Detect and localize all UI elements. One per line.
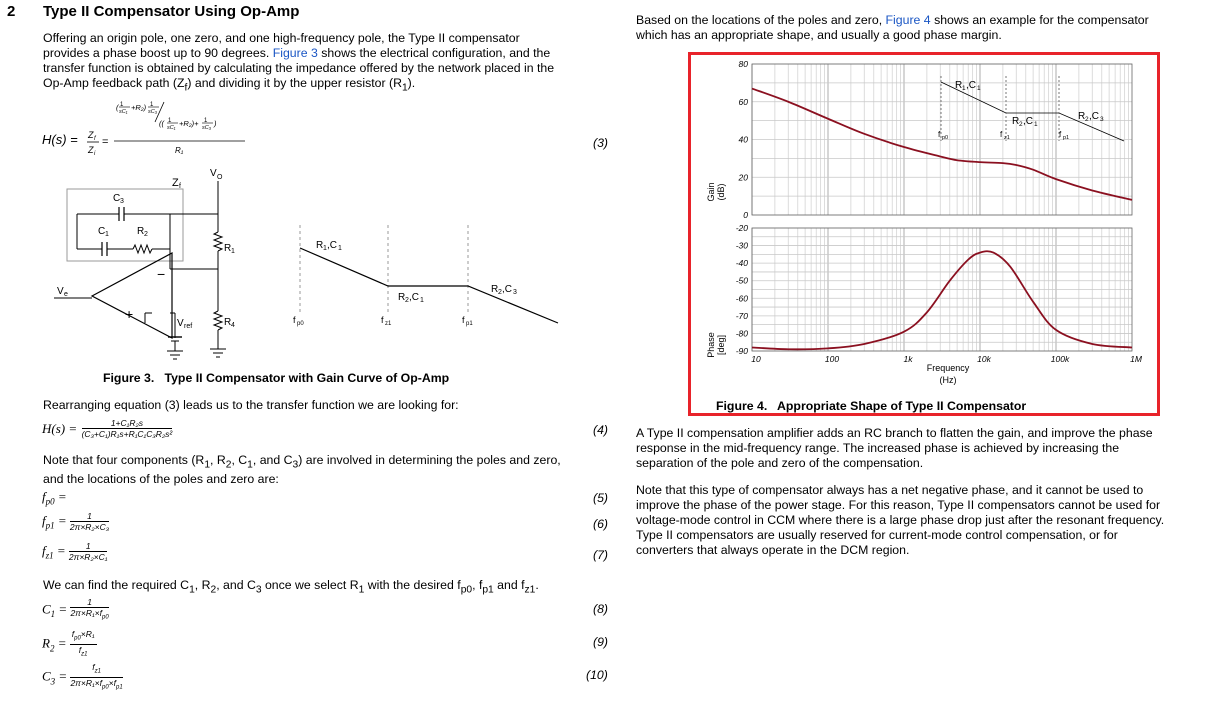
- svg-text:2: 2: [1085, 116, 1089, 123]
- x-tick-label: 100: [824, 354, 840, 364]
- equation-number-8: (8): [593, 602, 609, 616]
- intro-line-1: Offering an origin pole, one zero, and one high-frequency pole, the Type II compensator: [43, 31, 520, 45]
- figure4-link[interactable]: Figure 4: [885, 13, 931, 27]
- rearranging-text: Rearranging equation (3) leads us to the transfer function we are looking for:: [43, 398, 459, 412]
- svg-text:1: 1: [168, 118, 172, 124]
- x-axis-unit: (Hz): [939, 375, 957, 385]
- right-paragraph-3: Note that this type of compensator always has a net negative phase, and it cannot be used to improve the phase of the power stage. For this reason, Type II compensators cannot be used for voltage-mode control in CCM where there is a large phase drop just after the resonant frequency. Type II compensators are usually reserved for current-mode control compensation, or for converters that always operate in the DCM region.: [636, 483, 1165, 557]
- chart-fp1: f: [1059, 130, 1062, 139]
- phase-axis-unit: [deg]: [716, 334, 726, 356]
- svg-text:1: 1: [120, 102, 124, 108]
- svg-text:2: 2: [1019, 121, 1023, 128]
- r2-label: R: [137, 226, 145, 237]
- svg-text:1: 1: [231, 248, 235, 255]
- intro-line-4: Op-Amp feedback path $(Z_f)$ and dividing it by the upper resistor $(R_1)$.: [43, 76, 416, 94]
- svg-text:1: 1: [105, 231, 109, 238]
- svg-text:1: 1: [204, 118, 208, 124]
- phase-curve: [752, 251, 1132, 349]
- phase-tick-label: -30: [735, 240, 748, 251]
- phase-axis-label: Phase: [706, 332, 716, 358]
- svg-text:z1: z1: [1004, 135, 1010, 141]
- gain-axis-unit: (dB): [716, 183, 726, 201]
- x-tick-label: 1k: [903, 354, 913, 364]
- sketch-fz1: f: [381, 315, 384, 325]
- figure4-caption: Figure 4. Appropriate Shape of Type II Compensator: [716, 399, 1027, 413]
- zf-network-box: [67, 189, 183, 261]
- phase-tick-label: -60: [735, 293, 748, 304]
- sketch-fp1: f: [462, 315, 465, 325]
- svg-text:sC₁: sC₁: [167, 125, 176, 131]
- chart-r2c1: R: [1012, 116, 1020, 127]
- svg-text:Z: Z: [88, 145, 94, 155]
- svg-text:1: 1: [150, 102, 154, 108]
- c3-label: C: [113, 193, 121, 204]
- phase-tick-label: -80: [735, 328, 748, 339]
- svg-text:p0: p0: [942, 135, 949, 141]
- gain-curve: [752, 89, 1132, 200]
- figure3-link[interactable]: Figure 3: [272, 46, 318, 60]
- c1-label: C: [98, 226, 106, 237]
- svg-text:sC₃: sC₃: [148, 109, 157, 115]
- svg-text:z1: z1: [385, 321, 392, 327]
- equation-8: $C_1$ = $\frac{1}{2\pi\times R_1\times f_{p0}}$: [42, 597, 109, 621]
- phase-tick-label: -70: [735, 310, 748, 321]
- equation-7: $f_{z1}$ = $\frac{1}{\text{2π×R₂×C₁}}$: [42, 541, 108, 562]
- svg-text:,C: ,C: [409, 292, 419, 303]
- vref-label: V: [177, 318, 184, 329]
- phase-tick-label: -40: [735, 258, 748, 269]
- gain-tick-label: 80: [738, 59, 748, 69]
- svg-text:sC₁: sC₁: [119, 109, 128, 115]
- svg-text:4: 4: [231, 322, 235, 329]
- equation-number-10: (10): [586, 668, 608, 682]
- svg-text:,C: ,C: [1089, 111, 1099, 122]
- svg-text:e: e: [64, 291, 68, 298]
- section-title: Type II Compensator Using Op-Amp: [43, 3, 300, 20]
- sketch-r1c1: R: [316, 240, 324, 251]
- svg-text:2: 2: [498, 289, 502, 296]
- section-number: 2: [7, 3, 16, 20]
- equation-number-7: (7): [593, 548, 609, 562]
- svg-text:3: 3: [120, 198, 124, 205]
- equation-number-6: (6): [593, 517, 609, 531]
- phase-grid: [752, 228, 1132, 351]
- chart-r2c3: R: [1078, 111, 1086, 122]
- gain-tick-label: 40: [738, 134, 748, 145]
- svg-text:f: f: [179, 183, 181, 190]
- equation-number-5: (5): [593, 491, 609, 505]
- svg-text:+: +: [125, 306, 134, 322]
- equation-3: [42, 98, 262, 156]
- svg-text:i: i: [94, 151, 96, 157]
- svg-text:((: ((: [159, 119, 164, 128]
- equation-4: H(s) = $\frac{\text{1+C₁R₂s}}{\text{(C₃+C₁)R₁s+R₁C₁C₃R₂s²}}$: [42, 418, 173, 439]
- svg-text:(: (: [116, 103, 119, 112]
- equation-5: $f_{p0}$ =: [42, 489, 67, 507]
- figure3-diagram: [40, 163, 620, 363]
- svg-text:,C: ,C: [1023, 116, 1033, 127]
- equation-6: $f_{p1}$ = $\frac{1}{\text{2π×R₂×C₃}}$: [42, 511, 110, 532]
- x-axis-label: Frequency: [926, 363, 970, 373]
- x-tick-label: 10k: [977, 354, 991, 364]
- svg-text:1: 1: [977, 85, 981, 92]
- chart-fp0: f: [938, 130, 941, 139]
- equation-number-4: (4): [593, 423, 609, 437]
- ve-label: V: [57, 286, 64, 297]
- svg-text:2: 2: [405, 297, 409, 304]
- phase-tick-label: -90: [735, 346, 748, 356]
- equation-number-3: (3): [593, 136, 609, 150]
- x-tick-label: 100k: [1050, 354, 1070, 364]
- phase-tick-label: -50: [735, 275, 748, 286]
- sketch-r2c1: R: [398, 292, 406, 303]
- gain-sketch-line: [300, 248, 558, 323]
- svg-text:O: O: [217, 174, 223, 181]
- vo-label: V: [210, 168, 217, 179]
- svg-text:ref: ref: [184, 323, 193, 330]
- intro-paragraph: [43, 31, 613, 95]
- figure3-caption: Figure 3. Type II Compensator with Gain Curve of Op-Amp: [103, 371, 450, 385]
- svg-text:p1: p1: [466, 321, 473, 327]
- svg-text:,C: ,C: [966, 80, 976, 91]
- svg-text:+R₂): +R₂): [131, 103, 147, 112]
- gain-tick-label: 0: [743, 210, 748, 220]
- equation-number-9: (9): [593, 635, 609, 649]
- svg-text:,C: ,C: [327, 240, 337, 251]
- svg-text:f: f: [94, 136, 96, 142]
- svg-text:=: =: [102, 136, 109, 148]
- svg-text:p0: p0: [297, 321, 304, 327]
- intro-line-3: transfer function is obtained by calculating the impedance offered by the network placed in the: [43, 61, 555, 75]
- x-tick-label: 1M: [1130, 354, 1142, 364]
- zf-label: Z: [172, 177, 179, 189]
- svg-text:3: 3: [513, 289, 517, 296]
- svg-text:3: 3: [1100, 116, 1104, 123]
- figure4-chart: [697, 56, 1142, 391]
- r1-label: R: [224, 243, 232, 254]
- equation-10: $C_3$ = $\frac{f_{z1}}{2\pi\times R_1\times f_{p0}\times f_{p1}}$: [42, 662, 123, 691]
- svg-text:+R₂)+: +R₂)+: [179, 119, 199, 128]
- x-tick-label: 10: [751, 354, 761, 364]
- svg-text:): ): [214, 119, 217, 128]
- svg-text:−: −: [157, 266, 166, 282]
- svg-text:H(s) =: H(s) =: [42, 132, 78, 147]
- equation-9: $R_2$ = $\frac{f_{p0}\times R_1}{f_{z1}}$: [42, 629, 95, 658]
- svg-text:1: 1: [962, 85, 966, 92]
- note-paragraph: Note that four components ($R_1$, $R_2$, $C_1$, and $C_3$) are involved in determining the poles and zero, and the locations of the poles and zero are:: [43, 453, 561, 487]
- gain-tick-label: 20: [738, 172, 748, 183]
- gain-axis-label: Gain: [706, 182, 716, 202]
- svg-text:1: 1: [338, 245, 342, 252]
- svg-text:1: 1: [323, 245, 327, 252]
- phase-tick-label: -20: [735, 223, 748, 233]
- svg-text:p1: p1: [1063, 135, 1070, 141]
- gain-tick-label: 60: [738, 96, 748, 107]
- svg-text:R₁: R₁: [175, 146, 184, 155]
- svg-text:Z: Z: [88, 130, 94, 140]
- svg-text:1: 1: [420, 297, 424, 304]
- svg-text:,C: ,C: [502, 284, 512, 295]
- chart-r1c1: R: [955, 80, 963, 91]
- r4-label: R: [224, 317, 232, 328]
- sketch-r2c3: R: [491, 284, 499, 295]
- right-paragraph-1: Based on the locations of the poles and zero, Figure 4 shows an example for the compensator which has an appropriate shape, and usually a good phase margin.: [636, 13, 1149, 42]
- sketch-fp0: f: [293, 315, 296, 325]
- svg-text:sC₃: sC₃: [202, 125, 211, 131]
- svg-text:2: 2: [144, 231, 148, 238]
- chart-fz1: f: [1000, 130, 1003, 139]
- intro-line-2: provides a phase boost up to 90 degrees. Figure 3 shows the electrical configuration, and the: [43, 46, 551, 60]
- svg-text:1: 1: [1034, 121, 1038, 128]
- find-text: We can find the required $C_1$, $R_2$, and $C_3$ once we select $R_1$ with the desired $f_{p0}$, $f_{p1}$ and $f_{z1}$.: [43, 578, 539, 596]
- right-paragraph-2: A Type II compensation amplifier adds an RC branch to flatten the gain, and improve the phase response in the mid-frequency range. The increased phase is achieved by increasing the separation of the pole and zero of the compensation.: [636, 426, 1153, 470]
